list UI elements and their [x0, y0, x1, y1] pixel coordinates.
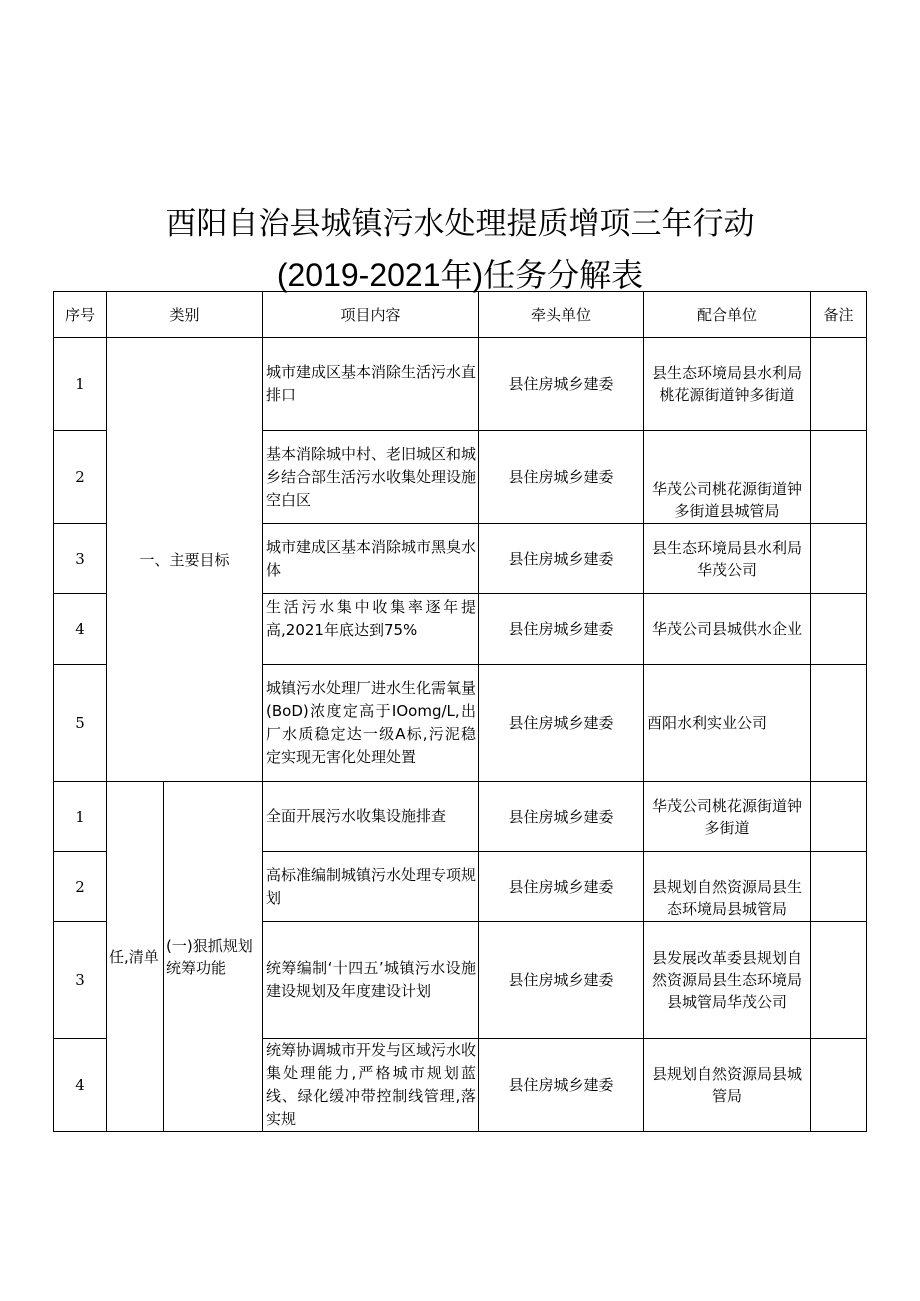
header-note: 备注: [811, 292, 867, 338]
row-number: 2: [54, 852, 107, 922]
row-number: 1: [54, 338, 107, 431]
category-planning: (一)狠抓规划统筹功能: [164, 782, 263, 1132]
category-main-goals: 一、主要目标: [107, 338, 263, 782]
row-coop-unit: 华茂公司桃花源街道钟多街道: [644, 782, 811, 852]
table-header-row: [54, 292, 867, 338]
row-coop-unit: 县发展改革委县规划自然资源局县生态环境局县城管局华茂公司: [644, 922, 811, 1039]
row-lead-unit: 县住房城乡建委: [479, 922, 644, 1039]
row-number: 4: [54, 594, 107, 665]
row-coop-unit: 酉阳水利实业公司: [644, 665, 811, 782]
row-content: 统筹协调城市开发与区域污水收集处理能力,严格城市规划蓝线、绿化缓冲带控制线管理,落实规: [263, 1039, 479, 1132]
row-content: 城市建成区基本消除生活污水直排口: [263, 338, 479, 431]
document-title-line2: (2019-2021年)任务分解表: [276, 257, 644, 293]
row-lead-unit: 县住房城乡建委: [479, 594, 644, 665]
header-category: 类别: [107, 292, 263, 338]
row-note: [811, 922, 867, 1039]
row-content: 生活污水集中收集率逐年提高,2021年底达到75%: [263, 594, 479, 665]
row-number: 5: [54, 665, 107, 782]
row-content: 城镇污水处理厂进水生化需氧量(BoD)浓度定高于IOomg/L,出厂水质稳定达一级A标,污泥稳定实现无害化处理处置: [263, 665, 479, 782]
task-table: [53, 291, 867, 1132]
row-coop-unit: 县生态环境局县水利局桃花源街道钟多街道: [644, 338, 811, 431]
row-note: [811, 782, 867, 852]
row-number: 4: [54, 1039, 107, 1132]
row-coop-unit: 县规划自然资源局县生态环境局县城管局: [644, 852, 811, 922]
table-row: [54, 338, 867, 431]
document-title-line1: 酉阳自治县城镇污水处理提质增项三年行动: [165, 206, 755, 242]
row-content: 城市建成区基本消除城市黑臭水体: [263, 524, 479, 594]
row-number: 2: [54, 431, 107, 524]
row-content: 高标准编制城镇污水处理专项规划: [263, 852, 479, 922]
row-coop-unit: 华茂公司桃花源街道钟多街道县城管局: [644, 431, 811, 524]
row-lead-unit: 县住房城乡建委: [479, 665, 644, 782]
row-lead-unit: 县住房城乡建委: [479, 852, 644, 922]
row-lead-unit: 县住房城乡建委: [479, 431, 644, 524]
row-coop-unit: 县规划自然资源局县城管局: [644, 1039, 811, 1132]
row-number: 1: [54, 782, 107, 852]
row-coop-unit: 华茂公司县城供水企业: [644, 594, 811, 665]
row-note: [811, 665, 867, 782]
row-coop-unit: 县生态环境局县水利局华茂公司: [644, 524, 811, 594]
table-row: [54, 782, 867, 852]
row-number: 3: [54, 524, 107, 594]
row-note: [811, 431, 867, 524]
row-note: [811, 594, 867, 665]
row-lead-unit: 县住房城乡建委: [479, 338, 644, 431]
row-number: 3: [54, 922, 107, 1039]
category-task-list: 任,清单: [107, 782, 164, 1132]
header-content: 项目内容: [263, 292, 479, 338]
row-lead-unit: 县住房城乡建委: [479, 524, 644, 594]
row-note: [811, 852, 867, 922]
header-coop-unit: 配合单位: [644, 292, 811, 338]
header-lead-unit: 牵头单位: [479, 292, 644, 338]
row-note: [811, 338, 867, 431]
row-note: [811, 524, 867, 594]
row-content: 基本消除城中村、老旧城区和城乡结合部生活污水收集处理设施空白区: [263, 431, 479, 524]
row-lead-unit: 县住房城乡建委: [479, 1039, 644, 1132]
row-note: [811, 1039, 867, 1132]
row-content: 全面开展污水收集设施排查: [263, 782, 479, 852]
row-content: 统筹编制‘十四五’城镇污水设施建设规划及年度建设计划: [263, 922, 479, 1039]
header-number: 序号: [54, 292, 107, 338]
row-lead-unit: 县住房城乡建委: [479, 782, 644, 852]
